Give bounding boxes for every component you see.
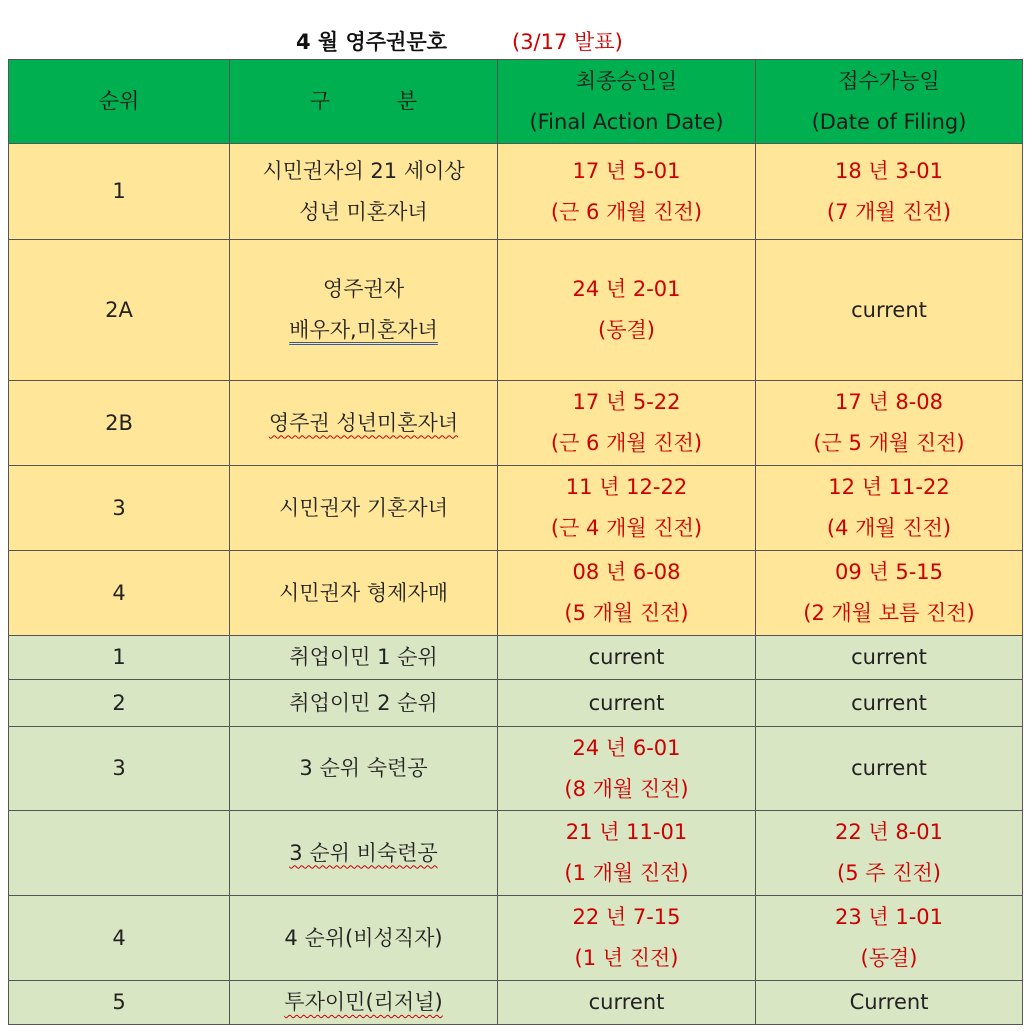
filing-change: (2 개월 보름 진전) [803, 601, 975, 625]
rank-cell: 2B [9, 381, 230, 466]
filing-cell [756, 727, 1023, 811]
rank-cell: 2A [9, 240, 230, 381]
category-line: 3 순위 숙련공 [299, 756, 428, 780]
category-line: 시민권자 형제자매 [279, 580, 448, 605]
table-row [9, 811, 1023, 896]
filing-cell [756, 551, 1023, 636]
final-action-cell [498, 981, 756, 1025]
final-change: (1 년 진전) [574, 946, 679, 970]
final-date: current [588, 645, 665, 669]
filing-cell [756, 811, 1023, 896]
category-line: 취업이민 2 순위 [289, 690, 438, 715]
final-change: (동결) [598, 318, 655, 342]
category-cell [230, 381, 498, 466]
final-action-cell [498, 381, 756, 466]
final-date: 17 년 5-01 [572, 158, 681, 183]
header-final-action-ko: 최종승인일 [575, 68, 678, 93]
final-date: current [588, 990, 665, 1014]
category-cell [230, 636, 498, 680]
category-cell [230, 811, 498, 896]
final-date: 21 년 11-01 [565, 820, 688, 844]
rank-cell: 2 [9, 680, 230, 727]
filing-date: 23 년 1-01 [834, 905, 944, 929]
category-cell [230, 240, 498, 381]
category-line: 취업이민 1 순위 [289, 645, 438, 669]
rank-cell: 1 [9, 144, 230, 240]
table-row [9, 981, 1023, 1025]
filing-cell [756, 680, 1023, 727]
page-title: 4 월 영주권문호 [296, 30, 447, 54]
filing-date: 18 년 3-01 [834, 158, 944, 183]
final-change: (8 개월 진전) [564, 776, 689, 801]
final-date: 17 년 5-22 [572, 390, 681, 414]
final-action-cell [498, 727, 756, 811]
header-final-action [498, 60, 756, 144]
final-change: (근 6 개월 진전) [550, 431, 703, 455]
category-line: 시민권자 기혼자녀 [279, 495, 448, 520]
final-change: (5 개월 진전) [564, 601, 689, 625]
table-row [9, 551, 1023, 636]
category-line: 성년 미혼자녀 [299, 199, 428, 224]
category-cell [230, 981, 498, 1025]
filing-cell [756, 636, 1023, 680]
category-cell [230, 896, 498, 981]
final-action-cell [498, 896, 756, 981]
visa-bulletin-table [8, 59, 1023, 1025]
filing-change: (7 개월 진전) [826, 199, 952, 224]
final-action-cell [498, 811, 756, 896]
final-action-cell [498, 680, 756, 727]
final-date: 24 년 6-01 [572, 735, 681, 760]
category-cell [230, 144, 498, 240]
announcement-date: (3/17 발표) [512, 30, 623, 54]
final-change: (근 4 개월 진전) [550, 516, 703, 540]
rank-cell: 3 [9, 727, 230, 811]
filing-change: (5 주 진전) [837, 861, 941, 885]
filing-date: current [851, 690, 927, 715]
category-line: 4 순위(비성직자) [284, 925, 443, 950]
final-change: (1 개월 진전) [564, 861, 689, 885]
final-date: 08 년 6-08 [572, 560, 681, 584]
final-action-cell [498, 144, 756, 240]
rank-cell: 5 [9, 981, 230, 1025]
header-rank: 순위 [9, 60, 230, 144]
table-row [9, 466, 1023, 551]
rank-cell: 4 [9, 896, 230, 981]
category-cell [230, 466, 498, 551]
header-category-label: 구 분 [309, 89, 418, 113]
table-row [9, 381, 1023, 466]
category-cell [230, 727, 498, 811]
filing-date: current [851, 645, 927, 669]
filing-date: Current [849, 990, 929, 1014]
rank-cell: 4 [9, 551, 230, 636]
header-filing [756, 60, 1023, 144]
final-date: 24 년 2-01 [572, 277, 681, 301]
category-line: 영주권자 [322, 277, 405, 301]
category-line: 시민권자의 21 세이상 [262, 158, 465, 183]
filing-cell [756, 896, 1023, 981]
category-line: 배우자,미혼자녀 [289, 318, 438, 342]
final-date: current [588, 690, 665, 715]
rank-cell: 1 [9, 636, 230, 680]
category-line: 영주권 성년미혼자녀 [268, 410, 459, 435]
filing-date: 09 년 5-15 [834, 560, 944, 584]
header-row [9, 60, 1023, 144]
table-row [9, 240, 1023, 381]
final-date: 22 년 7-15 [572, 905, 681, 929]
rank-cell [9, 811, 230, 896]
filing-cell [756, 981, 1023, 1025]
table-row [9, 636, 1023, 680]
category-line: 3 순위 비숙련공 [289, 840, 438, 865]
final-action-cell [498, 466, 756, 551]
filing-cell [756, 381, 1023, 466]
filing-date: 17 년 8-08 [834, 390, 944, 414]
filing-cell [756, 144, 1023, 240]
final-action-cell [498, 551, 756, 636]
filing-change: (4 개월 진전) [826, 516, 952, 540]
final-change: (근 6 개월 진전) [550, 199, 703, 224]
header-filing-ko: 접수가능일 [838, 68, 940, 93]
table-row [9, 144, 1023, 240]
title-row [0, 22, 1036, 58]
header-category [230, 60, 498, 144]
filing-cell [756, 466, 1023, 551]
filing-date: current [851, 297, 927, 322]
header-final-action-en: (Final Action Date) [529, 109, 724, 134]
header-filing-en: (Date of Filing) [811, 109, 967, 134]
category-cell [230, 551, 498, 636]
category-line: 투자이민(리저널) [284, 990, 443, 1014]
final-action-cell [498, 240, 756, 381]
filing-cell [756, 240, 1023, 381]
final-date: 11 년 12-22 [565, 475, 688, 499]
table-row [9, 680, 1023, 727]
category-cell [230, 680, 498, 727]
filing-change: (동결) [860, 946, 918, 970]
rank-cell: 3 [9, 466, 230, 551]
filing-date: 22 년 8-01 [834, 820, 944, 844]
filing-date: 12 년 11-22 [828, 475, 950, 499]
filing-date: current [851, 756, 927, 780]
filing-change: (근 5 개월 진전) [813, 431, 965, 455]
table-row [9, 896, 1023, 981]
table-row [9, 727, 1023, 811]
final-action-cell [498, 636, 756, 680]
